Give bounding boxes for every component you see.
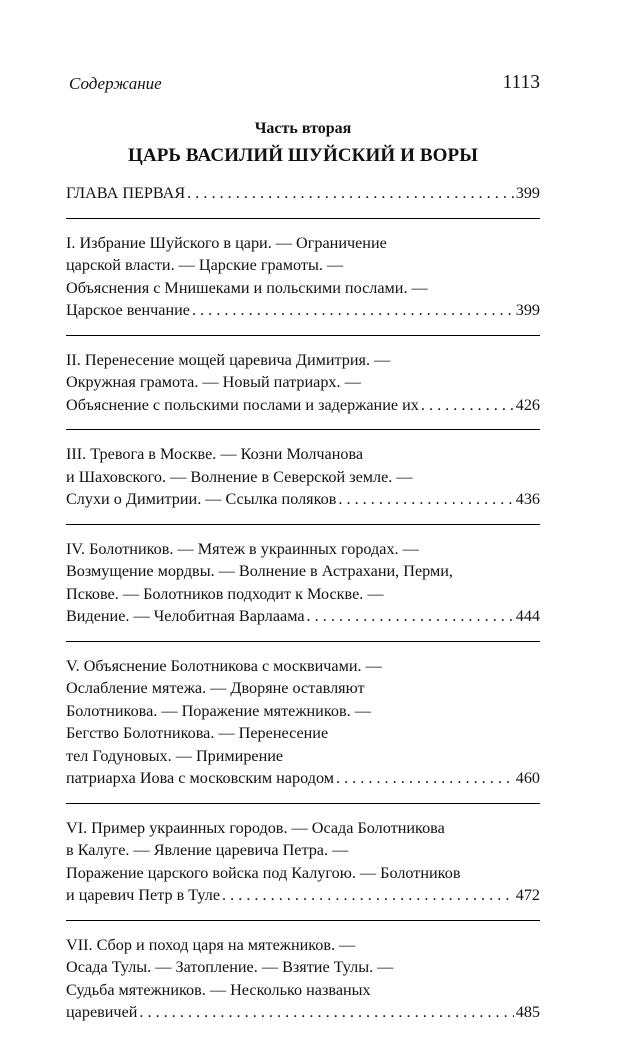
toc-entry <box>66 182 540 219</box>
toc-entry <box>66 349 540 431</box>
toc-entry-line: Осада Тулы. — Затопление. — Взятие Тулы. — <box>66 958 394 976</box>
toc-entry-line: Возмущение мордвы. — Волнение в Астрахани, Перми, <box>66 562 453 580</box>
toc-entry-page: 472 <box>515 886 540 904</box>
toc-entry-last-line <box>66 884 540 907</box>
toc-entry-title: Царское венчание <box>66 301 190 319</box>
toc-entry-title: Объяснение с польскими послами и задержание их <box>66 395 419 414</box>
toc-entry-title: Видение. — Челобитная Варлаама <box>66 607 305 625</box>
toc-entry-line: VII. Сбор и поход царя на мятежников. — <box>66 935 356 954</box>
toc-entry-line: в Калуге. — Явление царевича Петра. — <box>66 841 349 859</box>
toc-entry-title: патриарха Иова с московским народом <box>66 769 334 787</box>
toc-entry-page: 485 <box>515 1003 540 1021</box>
toc-entry-last-line <box>66 488 540 511</box>
toc-entry-last-line <box>66 605 540 628</box>
toc-dot-leader <box>222 884 514 907</box>
toc-entry-line: II. Перенесение мощей царевича Димитрия. — <box>66 350 391 369</box>
toc-entry-page: 460 <box>515 769 540 787</box>
toc-entry-last-line <box>66 394 540 417</box>
toc-entry <box>66 655 540 804</box>
toc-entry-title: царевичей <box>66 1003 138 1021</box>
toc-dot-leader <box>192 299 514 322</box>
toc-entry-last-line <box>66 299 540 322</box>
toc-entry-last-line <box>66 182 540 205</box>
page-number: 1113 <box>502 72 540 93</box>
part-title: ЦАРЬ ВАСИЛИЙ ШУЙСКИЙ И ВОРЫ <box>128 145 478 166</box>
toc-entry-last-line <box>66 767 540 790</box>
toc-entry-line: V. Объяснение Болотникова с москвичами. — <box>66 656 382 675</box>
toc-entry-line: Судьба мятежников. — Несколько названых <box>66 980 371 999</box>
toc-entry <box>66 817 540 921</box>
toc-entry-last-line <box>66 1001 540 1024</box>
toc-dot-leader <box>336 767 514 790</box>
toc-entry-line: III. Тревога в Москве. — Козни Молчанова <box>66 445 364 463</box>
toc-entry-line: и Шаховского. — Волнение в Северской земле. — <box>66 467 413 486</box>
toc-dot-leader <box>307 605 514 628</box>
toc-entry-page: 444 <box>515 607 540 625</box>
toc-entry-title: Слухи о Димитрии. — Ссылка поляков <box>66 490 337 508</box>
toc-entry-line: Пскове. — Болотников подходит к Москве. — <box>66 584 384 603</box>
toc-dot-leader <box>421 394 514 417</box>
toc-entry-line: VI. Пример украинных городов. — Осада Болотникова <box>66 818 445 837</box>
toc-dot-leader <box>139 1001 513 1024</box>
toc-entry <box>66 934 540 1037</box>
toc-entry-line: Бегство Болотникова. — Перенесение <box>66 724 329 742</box>
toc-entry-line: тел Годуновых. — Примирение <box>66 746 284 765</box>
toc-entry-line: Окружная грамота. — Новый патриарх. — <box>66 373 361 391</box>
running-head <box>66 74 540 100</box>
toc-entry-page: 436 <box>515 490 540 508</box>
toc-entry-line: Ослабление мятежа. — Дворяне оставляют <box>66 679 365 697</box>
toc-entry-line: царской власти. — Царские грамоты. — <box>66 256 344 274</box>
toc-entry <box>66 232 540 336</box>
toc-entry <box>66 443 540 525</box>
toc-entry-line: Поражение царского войска под Калугою. — Болотников <box>66 863 461 882</box>
toc-entry-line: Объяснения с Мнишеками и польскими послами. — <box>66 278 428 297</box>
running-title: Содержание <box>69 74 162 93</box>
part-label: Часть вторая <box>254 120 352 137</box>
toc-entry-line: Болотникова. — Поражение мятежников. — <box>66 701 371 720</box>
toc-entry-line: IV. Болотников. — Мятеж в украинных городах. — <box>66 539 419 558</box>
toc-entry-line: I. Избрание Шуйского в цари. — Ограничение <box>66 233 387 252</box>
toc-entry <box>66 538 540 642</box>
toc-entry-page: 399 <box>515 184 540 202</box>
toc-entry-page: 399 <box>515 301 540 319</box>
toc-entry-title: ГЛАВА ПЕРВАЯ <box>66 184 186 202</box>
toc-entry-title: и царевич Петр в Туле <box>66 886 221 904</box>
toc-dot-leader <box>338 488 513 511</box>
table-of-contents <box>66 182 540 1050</box>
toc-dot-leader <box>187 182 514 205</box>
toc-entry-page: 426 <box>515 395 540 414</box>
